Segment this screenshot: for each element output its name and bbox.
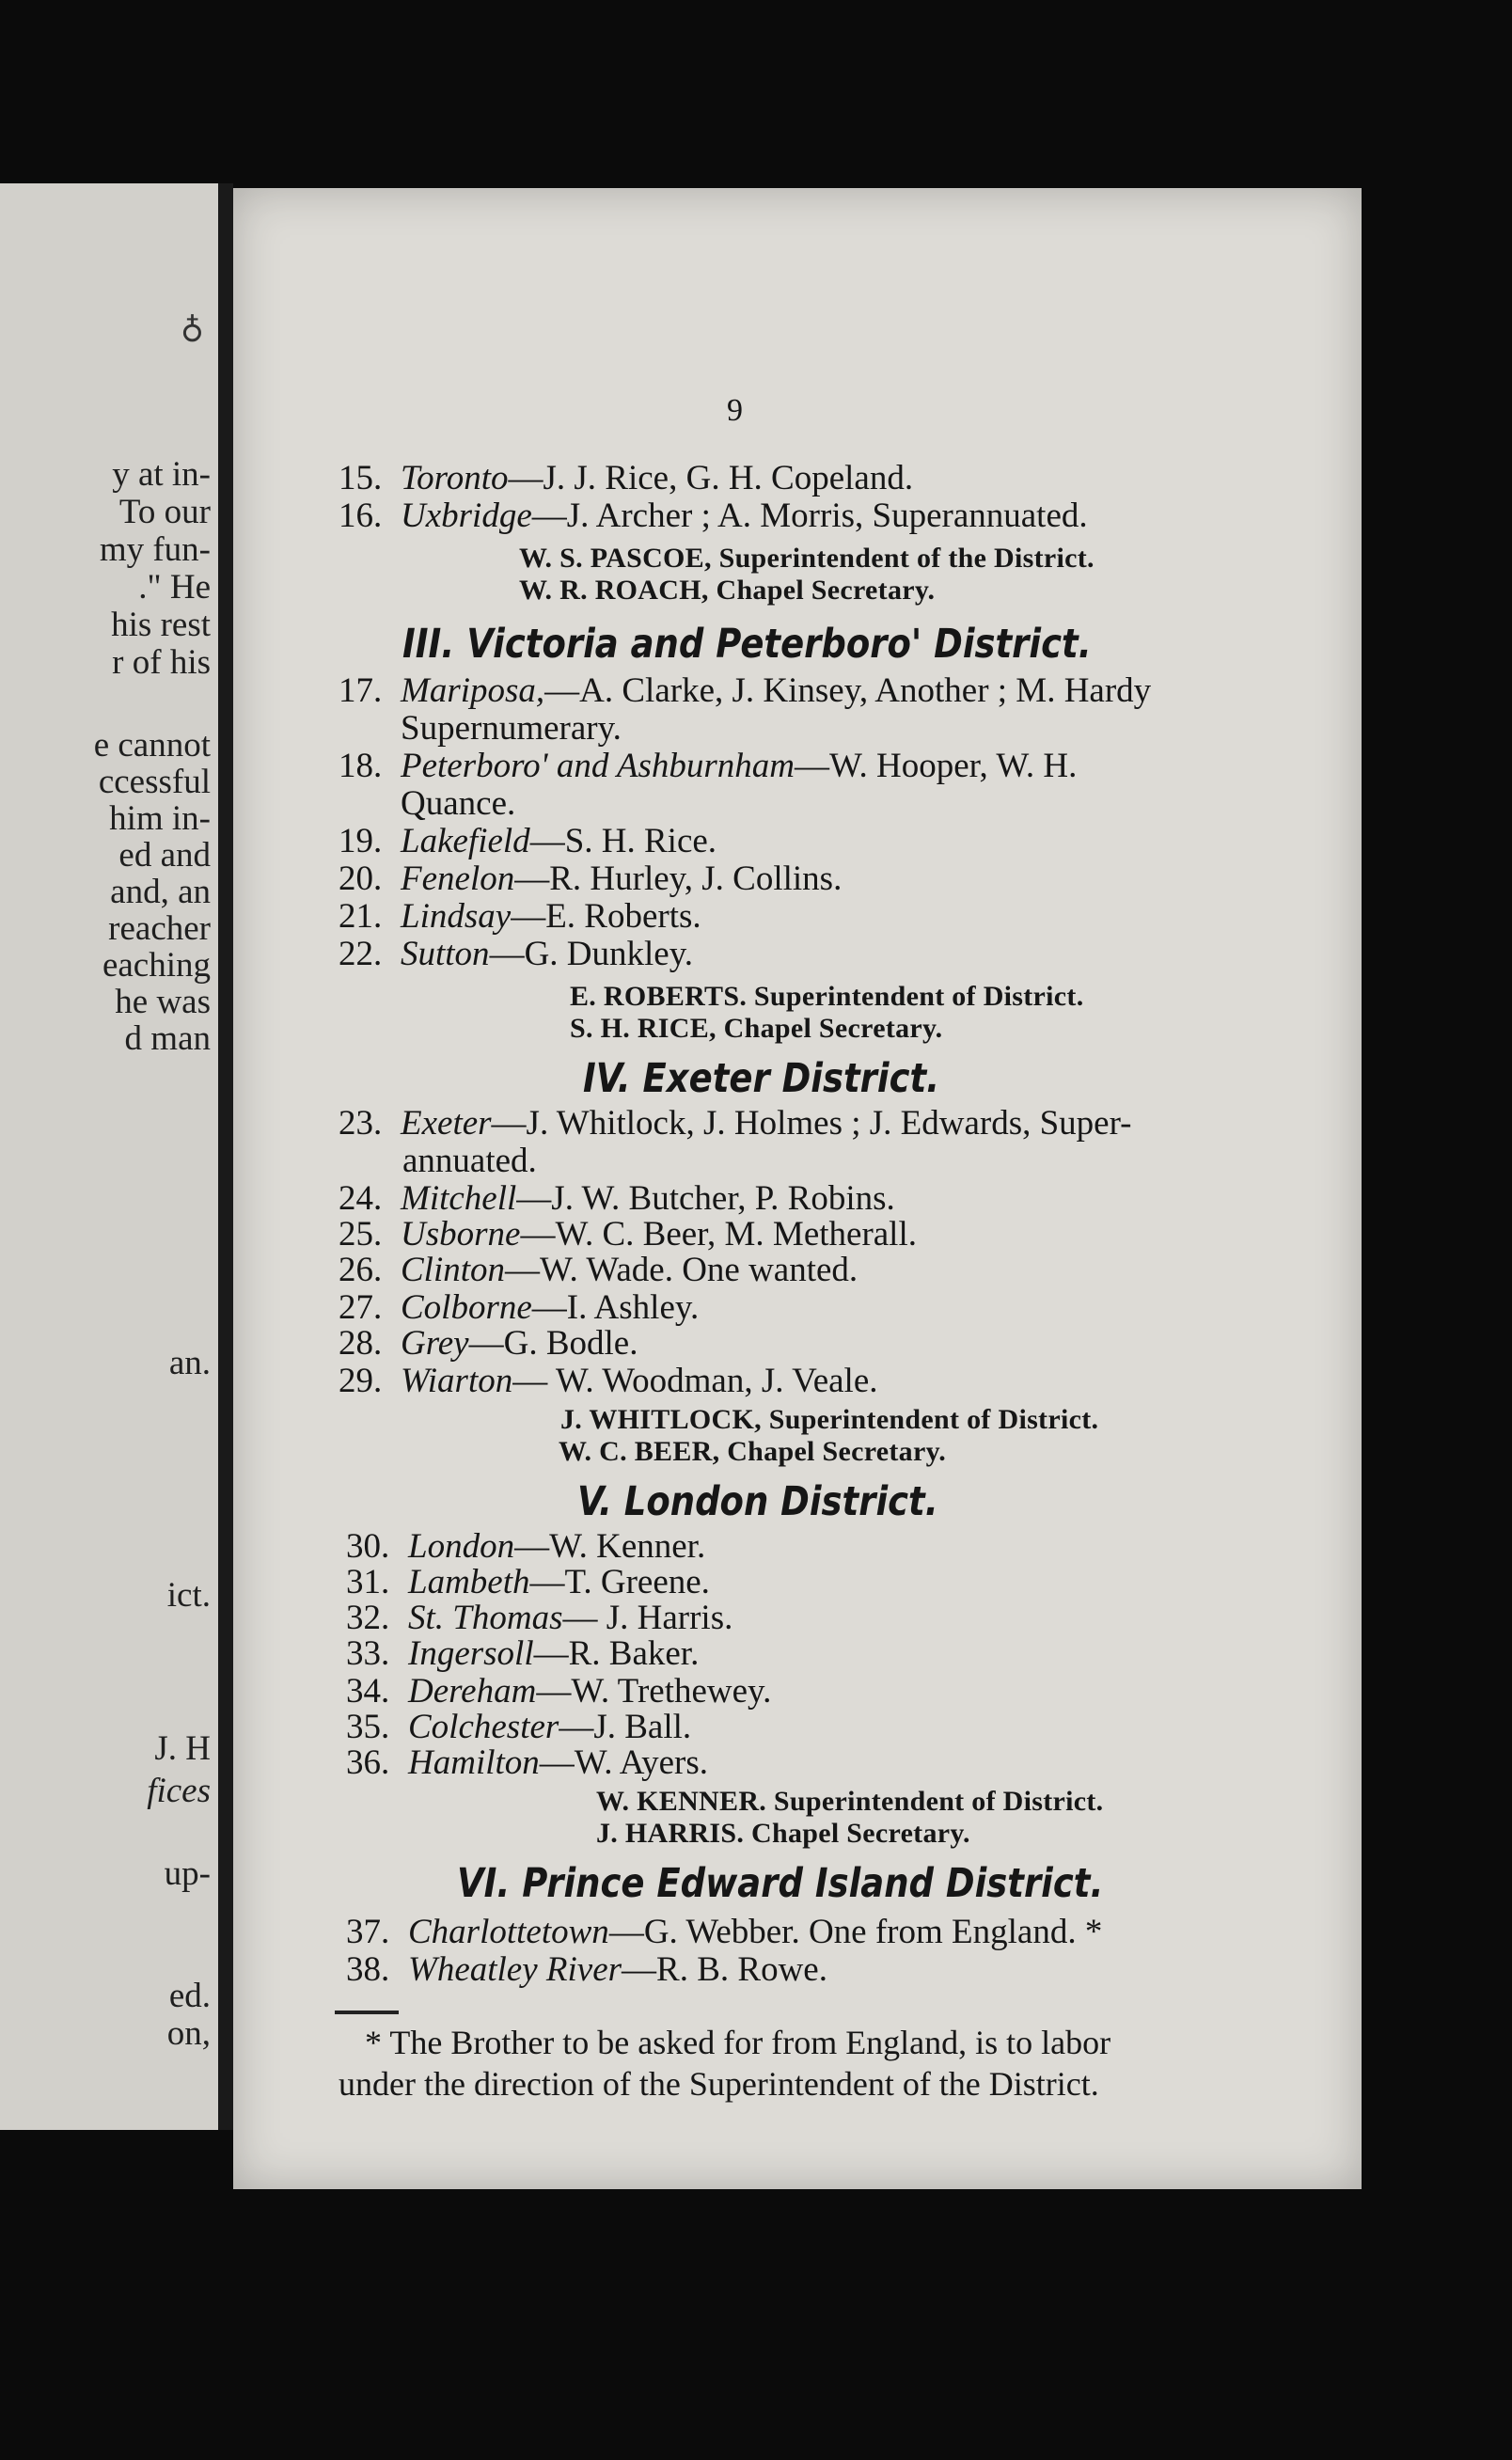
left-text-line: ed and <box>118 836 211 875</box>
left-text-line: his rest <box>111 606 211 644</box>
left-text-line: ccessful <box>98 763 211 801</box>
entry-31: 31. Lambeth—T. Greene. <box>346 1563 710 1601</box>
footnote-line: * The Brother to be asked for from England, is to labor <box>365 2024 1111 2061</box>
entry-36: 36. Hamilton—W. Ayers. <box>346 1743 708 1782</box>
left-page <box>0 183 218 2130</box>
signature-superintendent: E. ROBERTS. Superintendent of District. <box>570 981 1084 1012</box>
entry-24: 24. Mitchell—J. W. Butcher, P. Robins. <box>339 1179 895 1218</box>
entry-22: 22. Sutton—G. Dunkley. <box>339 935 694 973</box>
left-text-line: him in- <box>109 799 211 838</box>
right-page <box>181 188 1362 2189</box>
entry-37: 37. Charlottetown—G. Webber. One from England. * <box>346 1913 1103 1951</box>
entry-16: 16. Uxbridge—J. Archer ; A. Morris, Superannuated. <box>339 497 1088 535</box>
left-text-line: ed. <box>168 1977 211 2015</box>
signature-secretary: W. C. BEER, Chapel Secretary. <box>559 1436 947 1467</box>
footnote-rule <box>335 2011 399 2014</box>
page-number: 9 <box>727 393 743 428</box>
district-heading: VI. Prince Edward Island District. <box>457 1860 1104 1907</box>
left-text-line: eaching <box>102 946 211 985</box>
left-text-line: d man <box>124 1019 211 1058</box>
entry-21: 21. Lindsay—E. Roberts. <box>339 897 701 936</box>
left-text-line: ict. <box>166 1576 211 1615</box>
entry-19: 19. Lakefield—S. H. Rice. <box>339 822 717 860</box>
left-text-line: y at in- <box>112 455 211 494</box>
district-heading: III. Victoria and Peterboro' District. <box>402 621 1092 668</box>
footnote-line: under the direction of the Superintendent of the District. <box>339 2065 1099 2103</box>
ink-mark-icon: ♁ <box>181 310 204 345</box>
entry-33: 33. Ingersoll—R. Baker. <box>346 1634 700 1673</box>
left-text-line: reacher <box>108 909 211 948</box>
left-text-line: ." He <box>138 568 211 607</box>
signature-secretary: W. R. ROACH, Chapel Secretary. <box>519 575 936 606</box>
page-spine <box>218 183 233 2130</box>
left-text-line: up- <box>164 1854 211 1893</box>
entry-continuation: annuated. <box>402 1142 537 1180</box>
left-text-line: he was <box>115 983 211 1021</box>
entry-17: 17. Mariposa,—A. Clarke, J. Kinsey, Another ; M. Hardy <box>339 671 1152 710</box>
entry-18: 18. Peterboro' and Ashburnham—W. Hooper, W. H. <box>339 747 1078 785</box>
left-text-line: my fun- <box>99 530 211 569</box>
left-text-line: r of his <box>112 643 211 682</box>
entry-20: 20. Fenelon—R. Hurley, J. Collins. <box>339 859 843 898</box>
entry-continuation: Quance. <box>401 784 516 823</box>
entry-25: 25. Usborne—W. C. Beer, M. Metherall. <box>339 1215 917 1254</box>
entry-29: 29. Wiarton— W. Woodman, J. Veale. <box>339 1362 878 1400</box>
left-text-line: on, <box>166 2014 211 2053</box>
left-text-line: To our <box>118 493 211 531</box>
entry-34: 34. Dereham—W. Trethewey. <box>346 1672 772 1711</box>
entry-23: 23. Exeter—J. Whitlock, J. Holmes ; J. Edwards, Super- <box>339 1104 1132 1143</box>
signature-secretary: S. H. RICE, Chapel Secretary. <box>570 1013 943 1044</box>
entry-30: 30. London—W. Kenner. <box>346 1527 706 1566</box>
signature-superintendent: W. S. PASCOE, Superintendent of the District. <box>519 543 1095 574</box>
entry-26: 26. Clinton—W. Wade. One wanted. <box>339 1251 858 1289</box>
signature-superintendent: W. KENNER. Superintendent of District. <box>596 1786 1104 1817</box>
left-text-line: an. <box>168 1344 211 1382</box>
district-heading: V. London District. <box>577 1478 938 1525</box>
entry-38: 38. Wheatley River—R. B. Rowe. <box>346 1950 827 1989</box>
signature-superintendent: J. WHITLOCK, Superintendent of District. <box>560 1404 1099 1435</box>
entry-27: 27. Colborne—I. Ashley. <box>339 1288 700 1327</box>
entry-28: 28. Grey—G. Bodle. <box>339 1324 638 1363</box>
district-heading: IV. Exeter District. <box>583 1055 940 1102</box>
left-text-line: e cannot <box>93 726 211 765</box>
left-text-line: fices <box>147 1772 211 1810</box>
entry-35: 35. Colchester—J. Ball. <box>346 1708 692 1746</box>
entry-continuation: Supernumerary. <box>401 709 622 748</box>
signature-secretary: J. HARRIS. Chapel Secretary. <box>596 1818 970 1849</box>
entry-32: 32. St. Thomas— J. Harris. <box>346 1599 733 1637</box>
left-text-line: J. H <box>154 1729 211 1768</box>
entry-15: 15. Toronto—J. J. Rice, G. H. Copeland. <box>339 459 914 497</box>
left-text-line: and, an <box>110 873 211 911</box>
